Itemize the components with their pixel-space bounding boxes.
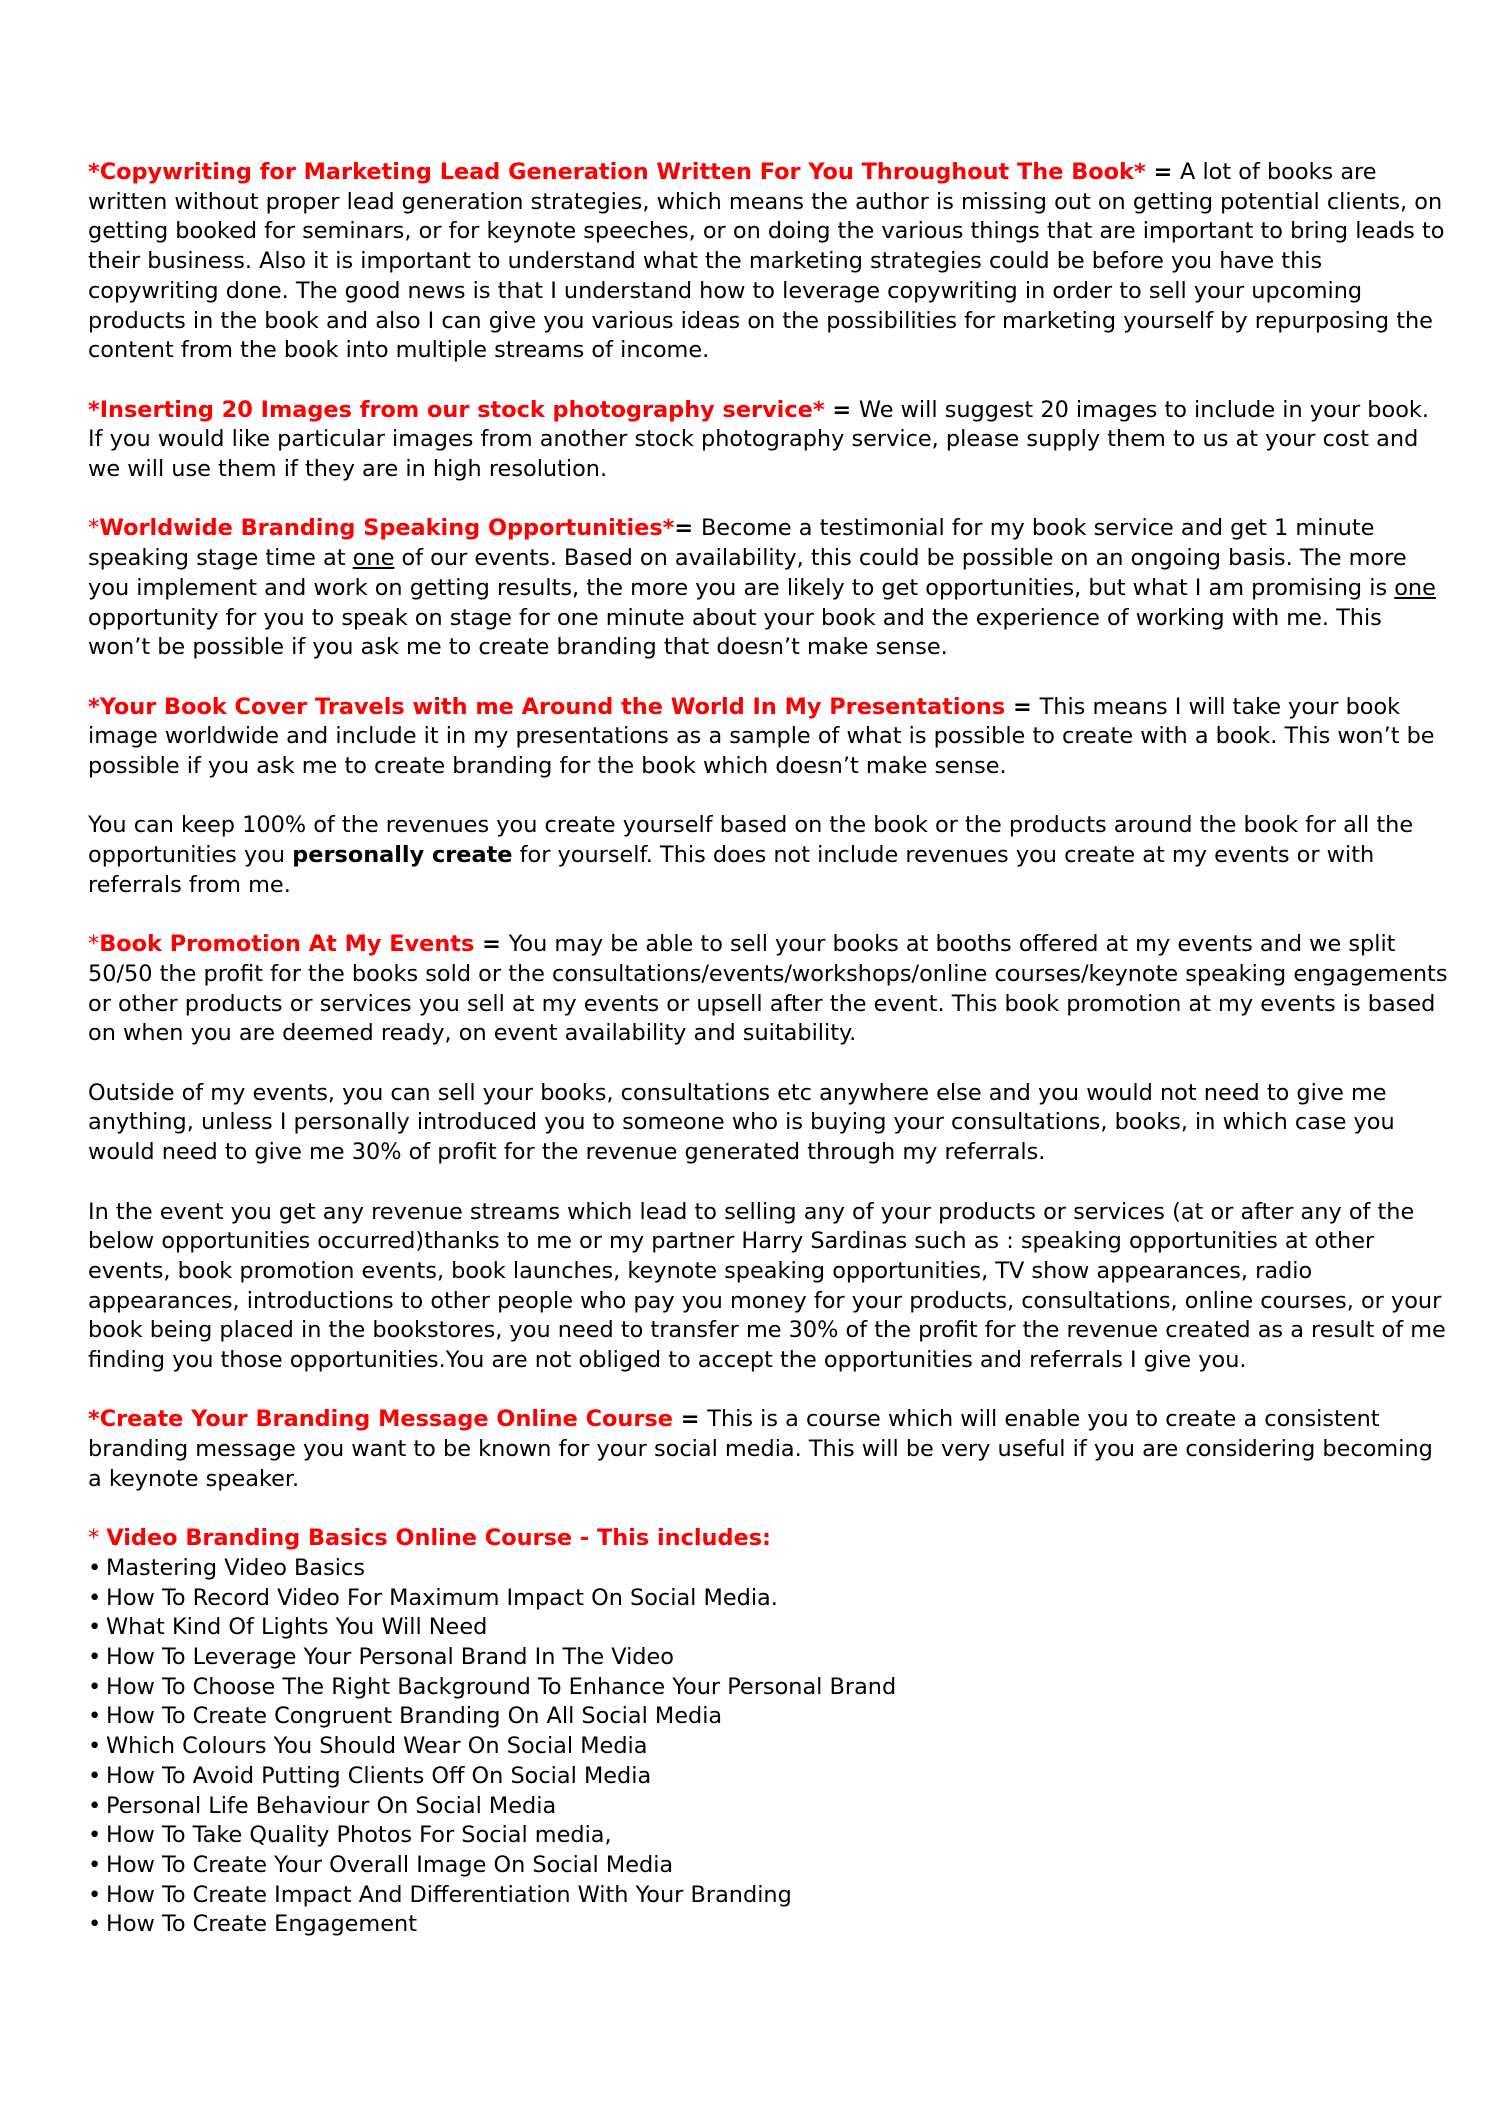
body-speaking-1: Become a testimonial for my book service and get 1 minute speaking stage time at xyxy=(88,515,1375,572)
star-video: * xyxy=(88,1525,107,1552)
bullet-icon: • xyxy=(88,1614,102,1641)
equals-sign: = xyxy=(474,931,509,958)
bullet-icon: • xyxy=(88,1584,102,1611)
bullet-icon: • xyxy=(88,1673,102,1700)
list-item-text: How To Record Video For Maximum Impact On Social Media. xyxy=(106,1584,778,1611)
bullet-icon: • xyxy=(88,1851,102,1878)
star-promotion: * xyxy=(88,931,100,958)
video-course-heading xyxy=(88,1524,1448,1554)
star-speaking: * xyxy=(88,515,100,542)
list-item xyxy=(88,1910,1448,1940)
bullet-icon: • xyxy=(88,1792,102,1819)
heading-promotion: Book Promotion At My Events xyxy=(99,931,475,958)
list-item-text: How To Create Impact And Differentiation With Your Branding xyxy=(106,1881,792,1908)
heading-images: *Inserting 20 Images from our stock photography service* xyxy=(88,396,825,423)
body-images: We will suggest 20 images to include in your book. If you would like particular images from another stock photography service, please supply them to us at your cost and we will use them if they are in high resolution. xyxy=(88,396,1429,483)
list-item xyxy=(88,1792,1448,1822)
list-item-text: What Kind Of Lights You Will Need xyxy=(106,1614,488,1641)
list-item xyxy=(88,1554,1448,1584)
video-course-section xyxy=(88,1524,1448,1940)
list-item xyxy=(88,1643,1448,1673)
body-outside: Outside of my events, you can sell your books, consultations etc anywhere else and you would not need to give me anything, unless I personally introduced you to someone who is buying your consultations, books, in which case you would need to give me 30% of profit for the revenue generated through my referrals. xyxy=(88,1079,1395,1166)
bullet-icon: • xyxy=(88,1733,102,1760)
list-item-text: How To Choose The Right Background To Enhance Your Personal Brand xyxy=(106,1673,897,1700)
equals-sign: = xyxy=(1145,159,1181,185)
paragraph-images xyxy=(88,396,1448,485)
heading-speaking: Worldwide Branding Speaking Opportunities* xyxy=(99,515,675,542)
bullet-icon: • xyxy=(88,1554,102,1581)
paragraph-copywriting xyxy=(88,158,1448,366)
bullet-icon: • xyxy=(88,1703,102,1730)
equals-sign: = xyxy=(674,515,701,542)
body-speaking-2: of our events. Based on availability, this could be possible on an ongoing basis. The more you implement and work on getting results, the more you are likely to get opportunities, but what I am promising is xyxy=(88,545,1407,601)
list-item xyxy=(88,1732,1448,1762)
list-item-text: How To Create Your Overall Image On Social Media xyxy=(106,1851,674,1878)
heading-copywriting: *Copywriting for Marketing Lead Generation Written For You Throughout The Book* xyxy=(88,159,1146,185)
body-event: In the event you get any revenue streams which lead to selling any of your products or services (at or after any of the below opportunities occurred)thanks to me or my partner Harry Sardinas such as : speaking opportunities at other events, book promotion events, book launches, keynote speaking opportunities, TV show appearances, radio appearances, introductions to other people who pay you money for your products, consultations, online courses, or your book being placed in the bookstores, you need to transfer me 30% of the profit for the revenue created as a result of me finding you those opportunities.You are not obliged to accept the opportunities and referrals I give you. xyxy=(88,1198,1446,1374)
bullet-icon: • xyxy=(88,1644,102,1671)
list-item xyxy=(88,1821,1448,1851)
body-revenues-1: You can keep 100% of the revenues you create yourself based on the book or the products around the book for all the opportunities you xyxy=(88,812,1414,869)
equals-sign: = xyxy=(1005,693,1040,720)
list-item-text: Which Colours You Should Wear On Social Media xyxy=(106,1733,648,1760)
list-item xyxy=(88,1673,1448,1703)
bullet-icon: • xyxy=(88,1911,102,1938)
video-course-list xyxy=(88,1554,1448,1940)
paragraph-branding-course xyxy=(88,1405,1448,1494)
heading-branding-course: *Create Your Branding Message Online Course xyxy=(88,1406,673,1433)
heading-cover: *Your Book Cover Travels with me Around the World In My Presentations xyxy=(88,693,1006,720)
body-promotion: You may be able to sell your books at booths offered at my events and we split 50/50 the profit for the books sold or the consultations/events/workshops/online courses/keynote speaking engagements or other products or services you sell at my events or upsell after the event. This book promotion at my events is based on when you are deemed ready, on event availability and suitability. xyxy=(88,931,1448,1047)
paragraph-cover xyxy=(88,693,1448,782)
list-item-text: How To Leverage Your Personal Brand In The Video xyxy=(106,1644,674,1671)
underlined-one: one xyxy=(352,545,395,572)
document-page xyxy=(88,158,1448,1940)
body-speaking-3: opportunity for you to speak on stage for one minute about your book and the experience of working with me. This won’t be possible if you ask me to create branding that doesn’t make sense. xyxy=(88,604,1382,661)
list-item xyxy=(88,1584,1448,1614)
bold-personally-create: personally create xyxy=(292,842,513,869)
bullet-icon: • xyxy=(88,1881,102,1908)
body-cover: This means I will take your book image worldwide and include it in my presentations as a sample of what is possible to create with a book. This won’t be possible if you ask me to create branding for the book which doesn’t make sense. xyxy=(88,693,1435,780)
list-item xyxy=(88,1762,1448,1792)
list-item-text: How To Take Quality Photos For Social media, xyxy=(106,1822,612,1849)
list-item-text: How To Avoid Putting Clients Off On Social Media xyxy=(106,1762,652,1789)
list-item-text: Personal Life Behaviour On Social Media xyxy=(106,1792,557,1819)
list-item xyxy=(88,1702,1448,1732)
body-copywriting: A lot of books are written without proper lead generation strategies, which means the author is missing out on getting potential clients, on getting booked for seminars, or for keynote speeches, or on doing the various things that are important to bring leads to their business. Also it is important to understand what the marketing strategies could be before you have this copywriting done. The good news is that I understand how to leverage copywriting in order to sell your upcoming products in the book and also I can give you various ideas on the possibilities for marketing yourself by repurposing the content from the book into multiple streams of income. xyxy=(88,159,1445,364)
heading-video-course: Video Branding Basics Online Course - This includes: xyxy=(106,1525,771,1552)
bullet-icon: • xyxy=(88,1822,102,1849)
body-revenues-2: for yourself. This does not include revenues you create at my events or with referrals from me. xyxy=(88,842,1375,898)
bullet-icon: • xyxy=(88,1762,102,1789)
list-item xyxy=(88,1613,1448,1643)
list-item-text: Mastering Video Basics xyxy=(106,1554,366,1581)
equals-sign: = xyxy=(672,1406,708,1433)
list-item-text: How To Create Engagement xyxy=(106,1911,417,1938)
paragraph-revenues xyxy=(88,811,1448,900)
body-branding-course: This is a course which will enable you to create a consistent branding message you want to be known for your social media. This will be very useful if you are considering becoming a keynote speaker. xyxy=(88,1406,1433,1492)
paragraph-outside xyxy=(88,1079,1448,1168)
list-item xyxy=(88,1881,1448,1911)
list-item-text: How To Create Congruent Branding On All Social Media xyxy=(106,1703,723,1730)
equals-sign: = xyxy=(824,396,859,423)
paragraph-promotion xyxy=(88,930,1448,1049)
paragraph-event xyxy=(88,1198,1448,1376)
underlined-one: one xyxy=(1394,574,1436,601)
list-item xyxy=(88,1851,1448,1881)
paragraph-speaking xyxy=(88,514,1448,663)
